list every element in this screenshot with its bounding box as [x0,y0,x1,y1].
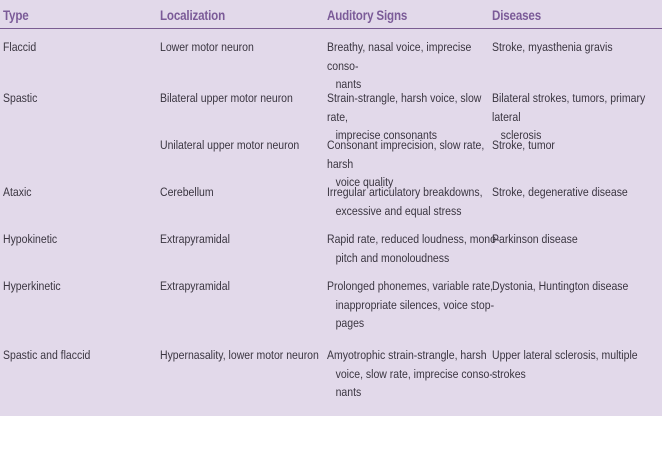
cell-localization: Unilateral upper motor neuron [160,138,300,152]
cell-localization: Extrapyramidal [160,232,230,246]
signs-line: nants [335,385,362,399]
signs-line: Consonant imprecision, slow rate, harsh [327,138,485,171]
cell-diseases: Upper lateral sclerosis, multiple strokes [492,348,638,381]
cell-auditory-signs [327,346,503,402]
cell-localization: Bilateral upper motor neuron [160,91,293,105]
signs-line: pages [335,316,365,330]
cell-type: Flaccid [3,40,37,54]
header-type: Type [3,8,29,23]
cell-type: Spastic and flaccid [3,348,91,362]
cell-type: Spastic [3,91,38,105]
signs-line: nants [335,77,362,91]
signs-line: voice, slow rate, imprecise conso- [335,366,493,381]
signs-line: Amyotrophic strain-strangle, harsh [327,348,487,362]
cell-diseases: Stroke, degenerative disease [492,185,628,199]
header-diseases: Diseases [492,8,541,23]
diseases-line: Bilateral strokes, tumors, primary lateral [492,91,646,124]
signs-line: Rapid rate, reduced loudness, mono- [327,232,500,246]
cell-localization: Lower motor neuron [160,40,254,54]
cell-type: Hyperkinetic [3,279,61,293]
signs-line: Irregular articulatory breakdowns, [327,185,483,199]
diseases-line: sclerosis [500,128,542,142]
cell-diseases: Parkinson disease [492,232,578,246]
cell-auditory-signs [327,38,503,94]
signs-line: inappropriate silences, voice stop- [335,297,495,312]
cell-diseases: Stroke, tumor [492,138,555,152]
cell-type: Ataxic [3,185,32,199]
signs-line: pitch and monoloudness [335,250,450,265]
signs-line: Prolonged phonemes, variable rate, [327,279,494,293]
cell-auditory-signs [327,230,503,267]
cell-localization: Hypernasality, lower motor neuron [160,348,319,362]
signs-line: voice quality [335,175,394,189]
cell-localization: Cerebellum [160,185,214,199]
header-localization: Localization [160,8,226,23]
signs-line: excessive and equal stress [335,203,462,218]
signs-line: Strain-strangle, harsh voice, slow rate, [327,91,482,124]
signs-line: Breathy, nasal voice, imprecise conso- [327,40,472,73]
signs-line: imprecise consonants [335,128,437,142]
cell-diseases: Stroke, myasthenia gravis [492,40,613,54]
table-header-row [0,0,662,29]
cell-auditory-signs [327,277,503,333]
cell-diseases: Dystonia, Huntington disease [492,279,629,293]
cell-type: Hypokinetic [3,232,58,246]
cell-localization: Extrapyramidal [160,279,230,293]
header-auditory-signs: Auditory Signs [327,8,408,23]
cell-auditory-signs [327,183,503,220]
